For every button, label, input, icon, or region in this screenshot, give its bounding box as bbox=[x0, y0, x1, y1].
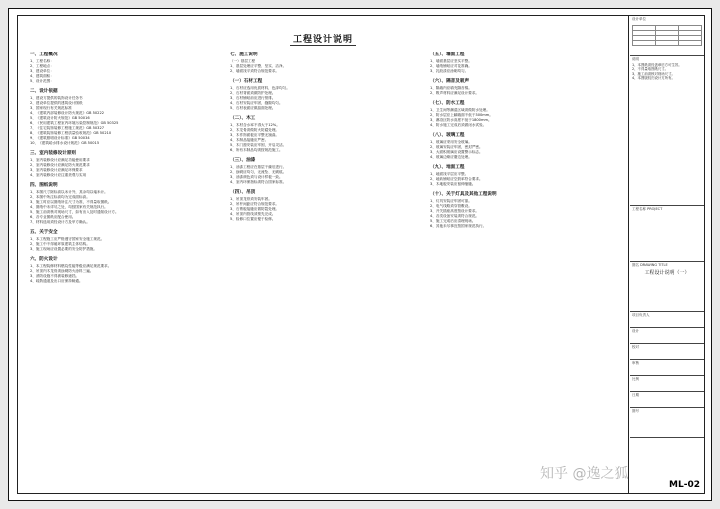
note-line: 2、施工中不得破坏原建筑主体结构。 bbox=[30, 242, 90, 246]
note-line: （一）基层工程 bbox=[230, 59, 256, 63]
section-title: （五）、墙面工程 bbox=[430, 52, 465, 57]
note-line: 7、《住宅装饰装修工程施工规范》GB 50327 bbox=[30, 126, 105, 130]
section-title: （二）、木工 bbox=[230, 116, 256, 121]
notes-cell bbox=[630, 56, 704, 206]
note-line: 2、建设单位提供的建筑设计图纸 bbox=[30, 101, 83, 105]
note-line: 6、所有木制品均须按规范施工。 bbox=[230, 148, 283, 152]
section-title: （一）石材工程 bbox=[230, 79, 263, 84]
revision-grid bbox=[632, 25, 702, 46]
section-title: （四）、吊顶 bbox=[230, 190, 256, 195]
note-line: 4、吊顶内管线须预先完成。 bbox=[230, 212, 276, 216]
section-title: （六）、隔音及吸声 bbox=[430, 79, 470, 84]
notes-section bbox=[230, 158, 416, 185]
note-line: 5、《建筑设计防火规范》GB 50016 bbox=[30, 116, 90, 120]
note-line: 2、吊杆间距应符合规范要求。 bbox=[230, 202, 280, 206]
number-label: 图号 bbox=[632, 409, 639, 413]
note-line: 5、设计范围： bbox=[30, 79, 54, 83]
note-line: 4、玻璃边缘应磨边处理。 bbox=[430, 155, 472, 159]
note-line: 2、地砖铺贴应空鼓率符合要求。 bbox=[430, 177, 483, 181]
notes-section bbox=[430, 101, 620, 128]
note-line: 4、图纸中未详尽之处，均按国家有关规范执行。 bbox=[30, 205, 108, 209]
note-line: 1、室内装修设计应满足功能使用要求 bbox=[30, 158, 90, 162]
notes-section bbox=[30, 230, 216, 252]
note-line: 3、油漆颜色须与设计样板一致。 bbox=[230, 175, 283, 179]
field-label: 设计 bbox=[632, 329, 639, 333]
note-line: 2、工程地点： bbox=[30, 64, 54, 68]
note-line: 4、本图版权归设计方所有。 bbox=[632, 76, 675, 81]
drawing-sheet bbox=[8, 8, 712, 501]
field-cell bbox=[630, 392, 704, 408]
note-line: 6、其他未尽事宜按国家规范执行。 bbox=[430, 224, 487, 228]
section-title: （九）、地面工程 bbox=[430, 165, 465, 170]
section-title: （十）、关于灯具及其他工程说明 bbox=[430, 192, 497, 197]
note-line: 3、淋浴区防水高度不低于1800mm。 bbox=[430, 118, 492, 122]
notes-column-3 bbox=[430, 52, 620, 487]
notes-column-2 bbox=[230, 52, 416, 487]
section-title: （八）、玻璃工程 bbox=[430, 133, 465, 138]
note-line: 2、玻璃安装应牢固，密封严密。 bbox=[430, 145, 483, 149]
note-line: 1、卫生间等潮湿区域须做防水处理。 bbox=[430, 108, 490, 112]
note-line: 10、《建筑给水排水设计规范》GB 50015 bbox=[30, 141, 100, 145]
note-line: 5、石材表面应做晶面处理。 bbox=[230, 106, 276, 110]
notes-section bbox=[30, 257, 216, 284]
notes-section bbox=[230, 116, 416, 153]
note-line: 2、涂刷应均匀，无流坠、无刷痕。 bbox=[230, 170, 287, 174]
note-line: 1、地面找平层应平整。 bbox=[430, 172, 469, 176]
note-line: 2、墙面找平须符合规范要求。 bbox=[230, 69, 280, 73]
note-line: 1、隔墙内应填充隔音棉。 bbox=[430, 86, 472, 90]
note-line: 3、木作饰面板应平整无翘曲。 bbox=[230, 133, 280, 137]
note-line: 7、材料选用须经设计方及甲方确认。 bbox=[30, 220, 90, 224]
title-underline bbox=[290, 45, 356, 46]
field-cell bbox=[630, 328, 704, 344]
note-line: 4、《建筑内部装修设计防火规范》GB 50222 bbox=[30, 111, 105, 115]
field-cell bbox=[630, 376, 704, 392]
note-line: 3、施工时应以图纸所注尺寸为准，不得量取图纸。 bbox=[30, 200, 112, 204]
field-cell bbox=[630, 344, 704, 360]
note-line: 3、施工前须核对现场尺寸。 bbox=[632, 71, 675, 76]
notes-column-1 bbox=[30, 52, 216, 487]
note-line: 4、建筑面积： bbox=[30, 74, 54, 78]
sheet-title: 工程设计说明 bbox=[292, 35, 353, 45]
section-title: 三、室内装修设计原则 bbox=[30, 151, 76, 156]
section-title: 二、设计依据 bbox=[30, 89, 58, 94]
note-line: 3、室内装修设计应满足环保要求 bbox=[30, 168, 83, 172]
notes-section bbox=[230, 52, 416, 74]
notes-section bbox=[230, 190, 416, 222]
note-line: 3、乳胶漆应涂刷均匀。 bbox=[430, 69, 469, 73]
notes-section bbox=[430, 79, 620, 96]
note-line: 3、开关插座高度按设计要求。 bbox=[430, 209, 480, 213]
note-line: 2、室内装修设计应满足防火规范要求 bbox=[30, 163, 90, 167]
field-label: 日期 bbox=[632, 393, 639, 397]
note-line: 3、木地板安装应留伸缩缝。 bbox=[430, 182, 476, 186]
note-line: 2、电气线路须穿管敷设。 bbox=[430, 204, 472, 208]
note-line: 1、灯具安装应牢固可靠。 bbox=[430, 199, 472, 203]
note-line: 1、工程名称： bbox=[30, 59, 54, 63]
note-line: 2、不得量取图纸尺寸。 bbox=[632, 67, 669, 72]
notes-section bbox=[230, 79, 416, 111]
note-line: 9、《建筑照明设计标准》GB 50034 bbox=[30, 136, 90, 140]
section-title: 四、图纸说明 bbox=[30, 183, 58, 188]
note-line: 2、墙纸铺贴应对花准确。 bbox=[430, 64, 472, 68]
number-cell bbox=[630, 408, 704, 438]
note-line: 3、施工现场应设置必要的安全防护措施。 bbox=[30, 247, 97, 251]
field-cell bbox=[630, 312, 704, 328]
notes-section bbox=[430, 133, 620, 160]
field-label: 校对 bbox=[632, 345, 639, 349]
note-line: 2、防水层应上翻墙面不低于300mm。 bbox=[430, 113, 493, 117]
note-line: 8、《建筑装饰装修工程质量验收规范》GB 50210 bbox=[30, 131, 112, 135]
notes-section bbox=[430, 165, 620, 187]
note-line: 1、油漆工程应在基层干燥后进行。 bbox=[230, 165, 287, 169]
section-title: 一、工程概况 bbox=[30, 52, 58, 57]
design-firm-cell bbox=[630, 16, 704, 56]
drawing-title-label: 图名 DRAWING TITLE bbox=[632, 263, 668, 267]
notes-section bbox=[30, 183, 216, 225]
project-cell bbox=[630, 206, 704, 262]
note-line: 1、木材含水率不得大于12%。 bbox=[230, 123, 280, 127]
section-title: 五、关于安全 bbox=[30, 230, 58, 235]
note-line: 1、吊顶龙骨须安装牢固。 bbox=[230, 197, 272, 201]
notes-section bbox=[30, 52, 216, 84]
field-label: 比例 bbox=[632, 377, 639, 381]
note-line: 2、本图中所注标高均为完成面标高。 bbox=[30, 195, 90, 199]
note-line: 1、本工程装修材料燃烧性能等级应满足规范要求。 bbox=[30, 264, 112, 268]
note-line: 4、疏散通道及出口应保持畅通。 bbox=[30, 279, 83, 283]
notes-title: 说明 bbox=[632, 57, 639, 61]
field-label: 审核 bbox=[632, 361, 639, 365]
note-line: 2、木龙骨须做防火防腐处理。 bbox=[230, 128, 280, 132]
note-line: 2、吊顶内木龙骨须涂刷防火涂料三遍。 bbox=[30, 269, 94, 273]
section-title: （七）、防水工程 bbox=[430, 101, 465, 106]
field-label: 项目负责人 bbox=[632, 313, 650, 317]
note-line: 2、吸声材料应满足设计要求。 bbox=[430, 91, 480, 95]
section-title: （三）、油漆 bbox=[230, 158, 256, 163]
design-notes-area bbox=[18, 16, 629, 493]
note-line: 4、室内环保指标须符合国家标准。 bbox=[230, 180, 287, 184]
note-line: 5、施工完成后应清理现场。 bbox=[430, 219, 476, 223]
note-line: 5、木门窗安装应牢固，开启灵活。 bbox=[230, 143, 287, 147]
note-line: 5、检修口位置应便于检修。 bbox=[230, 217, 276, 221]
note-line: 1、本工程施工应严格遵守国家安全施工规范。 bbox=[30, 237, 105, 241]
note-line: 1、本图尺寸除标高以米计外，其余均以毫米计。 bbox=[30, 190, 108, 194]
section-title: 七、施工说明 bbox=[230, 52, 258, 57]
note-line: 1、建设方提供的装饰设计任务书 bbox=[30, 96, 83, 100]
note-line: 5、施工前须核对现场尺寸，如有出入及时通知设计方。 bbox=[30, 210, 119, 214]
note-line: 1、本图纸须经盖章后方可生效。 bbox=[632, 62, 682, 67]
note-line: 2、石材背面须做防护处理。 bbox=[230, 91, 276, 95]
note-line: 6、《民用建筑工程室内环境污染控制规范》GB 50325 bbox=[30, 121, 119, 125]
notes-section bbox=[30, 89, 216, 146]
note-line: 4、各类设备安装须符合规范。 bbox=[430, 214, 480, 218]
note-line: 3、石膏板接缝应做防裂处理。 bbox=[230, 207, 280, 211]
section-title: 六、防火设计 bbox=[30, 257, 58, 262]
notes-section bbox=[30, 151, 216, 178]
drawing-title-cell bbox=[630, 262, 704, 312]
notes-section bbox=[430, 52, 620, 74]
note-line: 3、国家现行有关规范标准 bbox=[30, 106, 72, 110]
note-line: 3、消防设施不得被装修遮挡。 bbox=[30, 274, 80, 278]
note-line: 3、石材铺贴前应进行预排。 bbox=[230, 96, 276, 100]
design-firm-label: 设计单位 bbox=[632, 17, 646, 21]
note-line: 3、大面积玻璃应设置警示标志。 bbox=[430, 150, 483, 154]
note-line: 4、石材安装应牢固，缝隙均匀。 bbox=[230, 101, 283, 105]
drawing-title: 工程设计说明（一） bbox=[644, 269, 690, 276]
note-line: 3、建设单位： bbox=[30, 69, 54, 73]
note-line: 1、玻璃应采用安全玻璃。 bbox=[430, 140, 472, 144]
field-cell bbox=[630, 360, 704, 376]
drawing-number: ML-02 bbox=[669, 480, 700, 490]
note-line: 1、墙面基层应坚实平整。 bbox=[430, 59, 472, 63]
drawing-frame bbox=[17, 15, 705, 494]
note-line: 6、各专业图纸应配合使用。 bbox=[30, 215, 76, 219]
title-block bbox=[630, 16, 704, 493]
note-line: 1、石材应选用优质材料，色泽均匀。 bbox=[230, 86, 290, 90]
project-label: 工程名称 PROJECT bbox=[632, 207, 663, 211]
note-line: 4、木制品接缝应严密。 bbox=[230, 138, 269, 142]
notes-section bbox=[430, 192, 620, 229]
note-line: 4、室内装修设计应注重美观与实用 bbox=[30, 173, 87, 177]
watermark: 知乎 @逸之狐 bbox=[540, 466, 629, 482]
note-line: 1、基层处理应平整、坚实、洁净。 bbox=[230, 64, 287, 68]
note-line: 4、防水施工完成后须做闭水试验。 bbox=[430, 123, 487, 127]
